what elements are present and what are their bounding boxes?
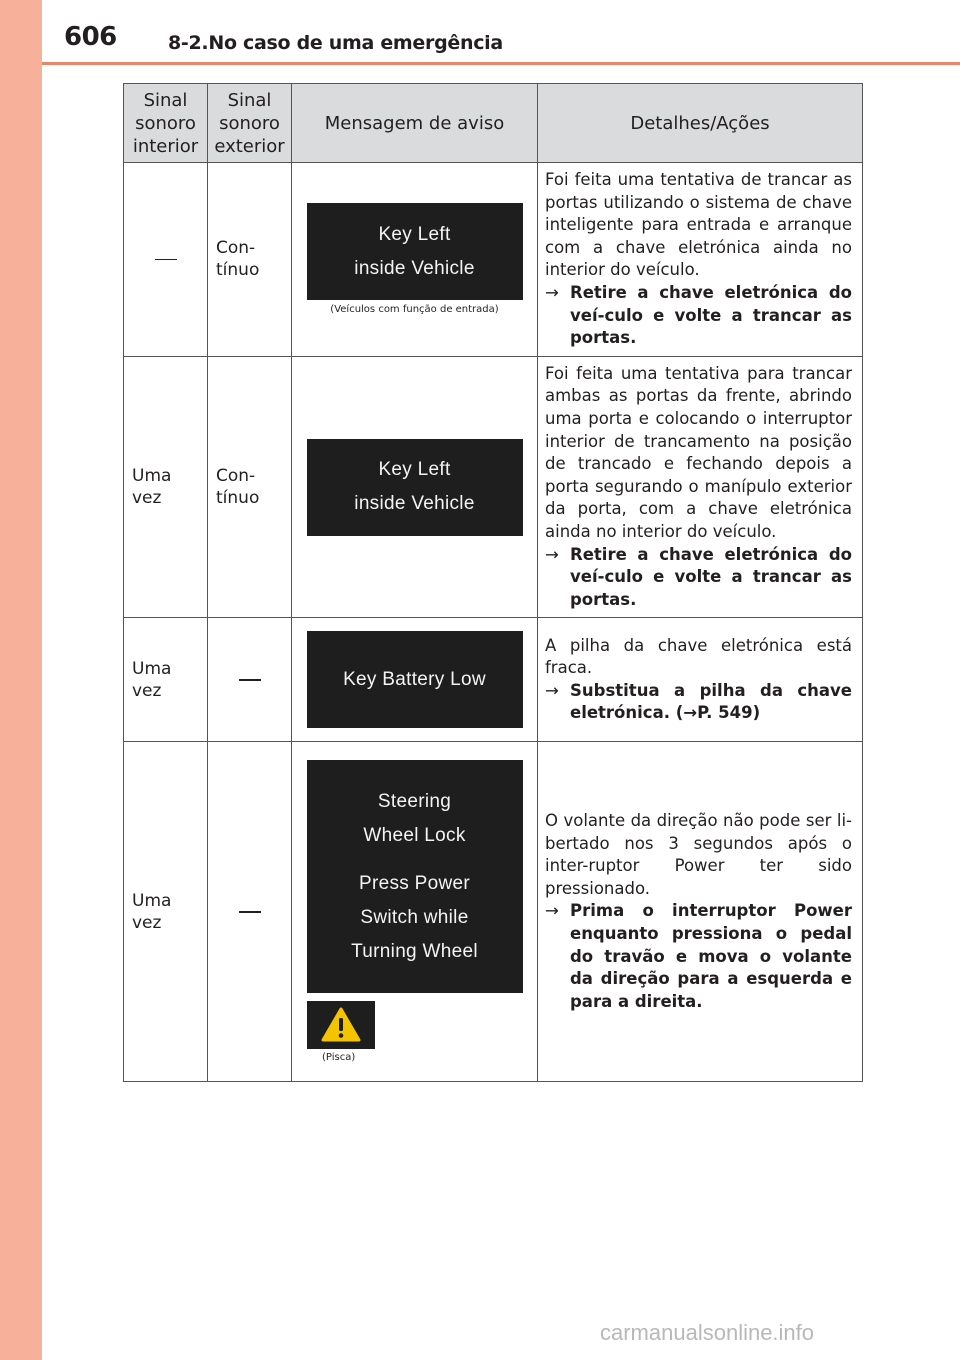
arrow-icon: →: [545, 282, 559, 302]
multi-information-display: Key Left inside Vehicle: [307, 203, 523, 300]
action-text: → Retire a chave eletrónica do veí-culo e volte a trancar as portas.: [545, 282, 852, 348]
arrow-icon: →: [545, 901, 559, 921]
interior-sound-cell: Uma vez: [124, 742, 208, 1082]
column-header-details: Detalhes/Ações: [538, 84, 863, 163]
action-text: → Retire a chave eletrónica do veí-culo e volte a trancar as portas.: [545, 544, 852, 609]
header-rule: [42, 62, 960, 65]
details-cell: [538, 163, 863, 357]
warning-table: [123, 83, 863, 1082]
warning-light-display: [307, 1001, 375, 1049]
arrow-icon: →: [545, 544, 559, 564]
watermark: carmanualsonline.info: [600, 1320, 815, 1345]
column-header-exterior-sound: Sinal sonoro exterior: [208, 84, 292, 163]
flash-indicator: [292, 1001, 537, 1063]
table-row: [124, 163, 863, 357]
action-text: → Prima o interruptor Power enquanto pressiona o pedal do travão e mova o volante da direção para a esquerda e para a direita.: [545, 901, 852, 1011]
interior-sound-cell: [124, 163, 208, 357]
details-cell: [538, 618, 863, 742]
exterior-sound-cell: [208, 742, 292, 1082]
multi-information-display: Key Left inside Vehicle: [307, 439, 523, 536]
section-title: 8-2.No caso de uma emergência: [168, 32, 503, 54]
column-header-interior-sound: Sinal sonoro interior: [124, 84, 208, 163]
none-dash: [239, 679, 261, 681]
warning-message-cell: [292, 356, 538, 618]
table-header-row: [124, 84, 863, 163]
table-row: [124, 356, 863, 618]
none-dash: [239, 911, 261, 913]
table-row: [124, 618, 863, 742]
display-caption: (Veículos com função de entrada): [330, 304, 499, 316]
details-cell: [538, 356, 863, 618]
flash-caption: (Pisca): [322, 1052, 356, 1064]
interior-sound-cell: Uma vez: [124, 618, 208, 742]
warning-message-cell: [292, 742, 538, 1082]
warning-triangle-icon: [321, 1007, 361, 1043]
exterior-sound-cell: Con- tínuo: [208, 356, 292, 618]
multi-information-display: Key Battery Low: [307, 631, 523, 728]
detail-text: Foi feita uma tentativa para trancar ambas as portas da frente, abrindo uma porta e colocando o interruptor interior de trancamento na posição de trancado e fechando depois a porta segurando o manípulo exterior da porta, com a chave eletrónica ainda no interior do veículo.: [545, 363, 852, 541]
exterior-sound-cell: [208, 618, 292, 742]
interior-sound-cell: Uma vez: [124, 356, 208, 618]
warning-message-cell: [292, 163, 538, 357]
warning-message-cell: [292, 618, 538, 742]
detail-text: A pilha da chave eletrónica está fraca.: [545, 635, 852, 678]
detail-text: Foi feita uma tentativa de trancar as portas utilizando o sistema de chave inteligente para entrada e arranque com a chave eletrónica ainda no interior do veículo.: [545, 170, 852, 280]
table-row: [124, 742, 863, 1082]
details-cell: [538, 742, 863, 1082]
page-number: 606: [64, 22, 117, 52]
none-dash: [155, 259, 177, 261]
exterior-sound-cell: Con- tínuo: [208, 163, 292, 357]
detail-text: O volante da direção não pode ser li-bertado nos 3 segundos após o inter-ruptor Power ter sido pressionado.: [545, 811, 852, 898]
column-header-message: Mensagem de aviso: [292, 84, 538, 163]
arrow-icon: →: [545, 680, 559, 700]
side-color-strip: [0, 0, 42, 1360]
action-text: → Substitua a pilha da chave eletrónica. (→P. 549): [545, 680, 852, 723]
multi-information-display: Steering Wheel Lock Press Power Switch while Turning Wheel: [307, 760, 523, 993]
